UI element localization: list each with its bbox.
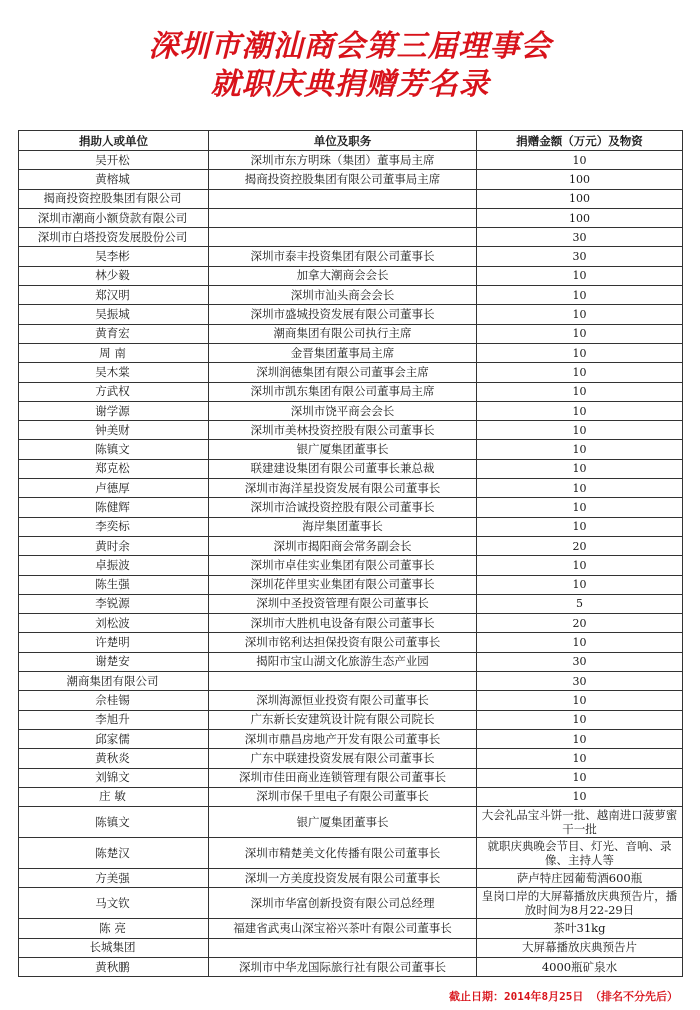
donor-name: 陈镇文 [19,440,209,459]
donation-amount: 20 [477,536,683,555]
donor-position: 深圳一方美度投资发展有限公司董事长 [209,869,477,888]
donor-position: 揭商投资控股集团有限公司董事局主席 [209,170,477,189]
table-row [19,247,683,266]
donor-position: 金晋集团董事局主席 [209,343,477,362]
table-row [19,594,683,613]
page-title [0,28,700,104]
donor-position: 银广厦集团董事长 [209,807,477,838]
table-row [19,957,683,976]
table-row [19,517,683,536]
donor-position: 深圳市佳田商业连锁管理有限公司董事长 [209,768,477,787]
donated-items: 大会礼品宝斗饼一批、越南进口菠萝蜜干一批 [477,807,683,838]
donor-position: 深圳市铭利达担保投资有限公司董事长 [209,633,477,652]
donation-amount: 10 [477,401,683,420]
donor-position: 联建建设集团有限公司董事长兼总裁 [209,459,477,478]
donor-name: 潮商集团有限公司 [19,672,209,691]
header-amount: 捐赠金额（万元）及物资 [477,131,683,151]
cutoff-date-note: 截止日期：2014年8月25日 （排名不分先后） [449,990,678,1003]
donor-name: 陈健辉 [19,498,209,517]
table-row [19,938,683,957]
table-row [19,768,683,787]
donation-amount: 10 [477,343,683,362]
donor-name: 黄时余 [19,536,209,555]
donor-position [209,208,477,227]
donor-name: 佘桂锡 [19,691,209,710]
donor-name: 钟美财 [19,421,209,440]
donor-position [209,672,477,691]
donor-position: 深圳市盛城投资发展有限公司董事长 [209,305,477,324]
donor-position: 深圳市华富创新投资有限公司总经理 [209,888,477,919]
donor-position: 深圳市精楚美文化传播有限公司董事长 [209,838,477,869]
donor-name: 陈生强 [19,575,209,594]
donor-name: 郑克松 [19,459,209,478]
donor-position: 潮商集团有限公司执行主席 [209,324,477,343]
donor-position: 深圳市鼎昌房地产开发有限公司董事长 [209,729,477,748]
donation-amount: 100 [477,170,683,189]
donor-name: 刘锦文 [19,768,209,787]
table-row [19,807,683,838]
donor-position: 深圳市东方明珠（集团）董事局主席 [209,151,477,170]
donation-amount: 10 [477,324,683,343]
donation-amount: 10 [477,440,683,459]
donor-position: 深圳海源恒业投资有限公司董事长 [209,691,477,710]
table-row [19,614,683,633]
donor-position: 深圳市凯东集团有限公司董事局主席 [209,382,477,401]
donor-name: 吴振城 [19,305,209,324]
donor-position: 深圳市大胜机电设备有限公司董事长 [209,614,477,633]
donor-name: 长城集团 [19,938,209,957]
donation-amount: 10 [477,729,683,748]
table-row [19,189,683,208]
donation-amount: 10 [477,286,683,305]
donor-name: 吴开松 [19,151,209,170]
donation-amount: 10 [477,787,683,806]
donor-position [209,228,477,247]
donation-amount: 10 [477,768,683,787]
donor-position: 深圳市汕头商会会长 [209,286,477,305]
table-row [19,710,683,729]
donation-amount: 10 [477,266,683,285]
donor-name: 马文钦 [19,888,209,919]
donation-amount: 100 [477,189,683,208]
table-row [19,170,683,189]
title-line-1: 深圳市潮汕商会第三届理事会 [148,29,552,64]
donation-amount: 30 [477,228,683,247]
donor-name: 深圳市白塔投资发展股份公司 [19,228,209,247]
donor-name: 黄秋炎 [19,749,209,768]
header-donor: 捐助人或单位 [19,131,209,151]
donation-amount: 10 [477,556,683,575]
donor-table [18,130,683,977]
donation-amount: 10 [477,633,683,652]
table-row [19,324,683,343]
table-row [19,787,683,806]
donation-amount: 30 [477,672,683,691]
donor-name: 黄榕城 [19,170,209,189]
table-row [19,633,683,652]
table-row [19,286,683,305]
header-position: 单位及职务 [209,131,477,151]
donation-amount: 10 [477,421,683,440]
donation-amount: 10 [477,710,683,729]
donation-amount: 10 [477,151,683,170]
donor-name: 深圳市潮商小额贷款有限公司 [19,208,209,227]
table-row [19,382,683,401]
table-row [19,888,683,919]
donor-name: 卓振波 [19,556,209,575]
donor-name: 吴木棠 [19,363,209,382]
table-row [19,672,683,691]
title-line-2: 就职庆典捐赠芳名录 [210,67,490,102]
donated-items: 茶叶31kg [477,919,683,938]
table-row [19,459,683,478]
donor-name: 黄秋鹏 [19,957,209,976]
donor-name: 陈楚汉 [19,838,209,869]
table-row [19,749,683,768]
table-row [19,498,683,517]
donation-amount: 30 [477,652,683,671]
table-row [19,479,683,498]
donation-amount: 10 [477,575,683,594]
donor-name: 李锐源 [19,594,209,613]
donor-position: 广东中联建投资发展有限公司董事长 [209,749,477,768]
donation-amount: 10 [477,459,683,478]
donor-name: 刘松波 [19,614,209,633]
donor-name: 卢德厚 [19,479,209,498]
donor-name: 揭商投资控股集团有限公司 [19,189,209,208]
donor-position: 深圳市洽诚投资控股有限公司董事长 [209,498,477,517]
donor-position: 深圳市中华龙国际旅行社有限公司董事长 [209,957,477,976]
donor-position: 加拿大潮商会会长 [209,266,477,285]
donation-amount: 10 [477,691,683,710]
donor-position: 广东新长安建筑设计院有限公司院长 [209,710,477,729]
donor-name: 邱家儒 [19,729,209,748]
donor-name: 林少毅 [19,266,209,285]
donation-amount: 100 [477,208,683,227]
donor-position: 深圳市泰丰投资集团有限公司董事长 [209,247,477,266]
table-row [19,228,683,247]
table-row [19,838,683,869]
donor-position: 深圳润德集团有限公司董事会主席 [209,363,477,382]
donor-position: 深圳市美林投资控股有限公司董事长 [209,421,477,440]
table-row [19,536,683,555]
donor-position: 深圳市卓佳实业集团有限公司董事长 [209,556,477,575]
donor-name: 郑汉明 [19,286,209,305]
donor-position: 深圳中圣投资管理有限公司董事长 [209,594,477,613]
table-row [19,363,683,382]
donation-amount: 10 [477,382,683,401]
donated-items: 皇岗口岸的大屏幕播放庆典预告片，播放时间为8月22-29日 [477,888,683,919]
table-row [19,401,683,420]
donor-name: 李奕标 [19,517,209,536]
table-row [19,440,683,459]
donor-position [209,938,477,957]
donor-position: 深圳市饶平商会会长 [209,401,477,420]
donated-items: 大屏幕播放庆典预告片 [477,938,683,957]
donor-name: 方武权 [19,382,209,401]
donation-amount: 30 [477,247,683,266]
donor-position: 深圳市海洋星投资发展有限公司董事长 [209,479,477,498]
donor-name: 陈镇文 [19,807,209,838]
donated-items: 萨卢特庄园葡萄酒600瓶 [477,869,683,888]
table-row [19,305,683,324]
donor-position: 银广厦集团董事长 [209,440,477,459]
donor-name: 许楚明 [19,633,209,652]
donation-amount: 10 [477,479,683,498]
donated-items: 就职庆典晚会节目、灯光、音响、录像、主持人等 [477,838,683,869]
table-body [19,151,683,977]
donation-amount: 10 [477,749,683,768]
donation-amount: 5 [477,594,683,613]
table-row [19,919,683,938]
donor-position: 福建省武夷山深宝裕兴茶叶有限公司董事长 [209,919,477,938]
donor-name: 李旭升 [19,710,209,729]
table-row [19,556,683,575]
donation-amount: 20 [477,614,683,633]
donor-name: 陈 亮 [19,919,209,938]
header-row [19,131,683,151]
table-row [19,869,683,888]
donor-position: 深圳市保千里电子有限公司董事长 [209,787,477,806]
donation-amount: 10 [477,363,683,382]
table-row [19,208,683,227]
donor-position: 海岸集团董事长 [209,517,477,536]
table-row [19,691,683,710]
donor-position: 揭阳市宝山湖文化旅游生态产业园 [209,652,477,671]
donation-amount: 10 [477,305,683,324]
donor-name: 吴李彬 [19,247,209,266]
table-row [19,729,683,748]
donation-amount: 10 [477,517,683,536]
table-row [19,575,683,594]
donor-name: 黄育宏 [19,324,209,343]
donated-items: 4000瓶矿泉水 [477,957,683,976]
donor-position [209,189,477,208]
donor-name: 谢学源 [19,401,209,420]
donor-position: 深圳市揭阳商会常务副会长 [209,536,477,555]
donation-amount: 10 [477,498,683,517]
donor-name: 周 南 [19,343,209,362]
table-row [19,343,683,362]
table-row [19,652,683,671]
table-row [19,266,683,285]
donor-name: 方美强 [19,869,209,888]
donor-position: 深圳花伴里实业集团有限公司董事长 [209,575,477,594]
table-row [19,151,683,170]
donor-name: 庄 敏 [19,787,209,806]
table-row [19,421,683,440]
donor-name: 谢楚安 [19,652,209,671]
